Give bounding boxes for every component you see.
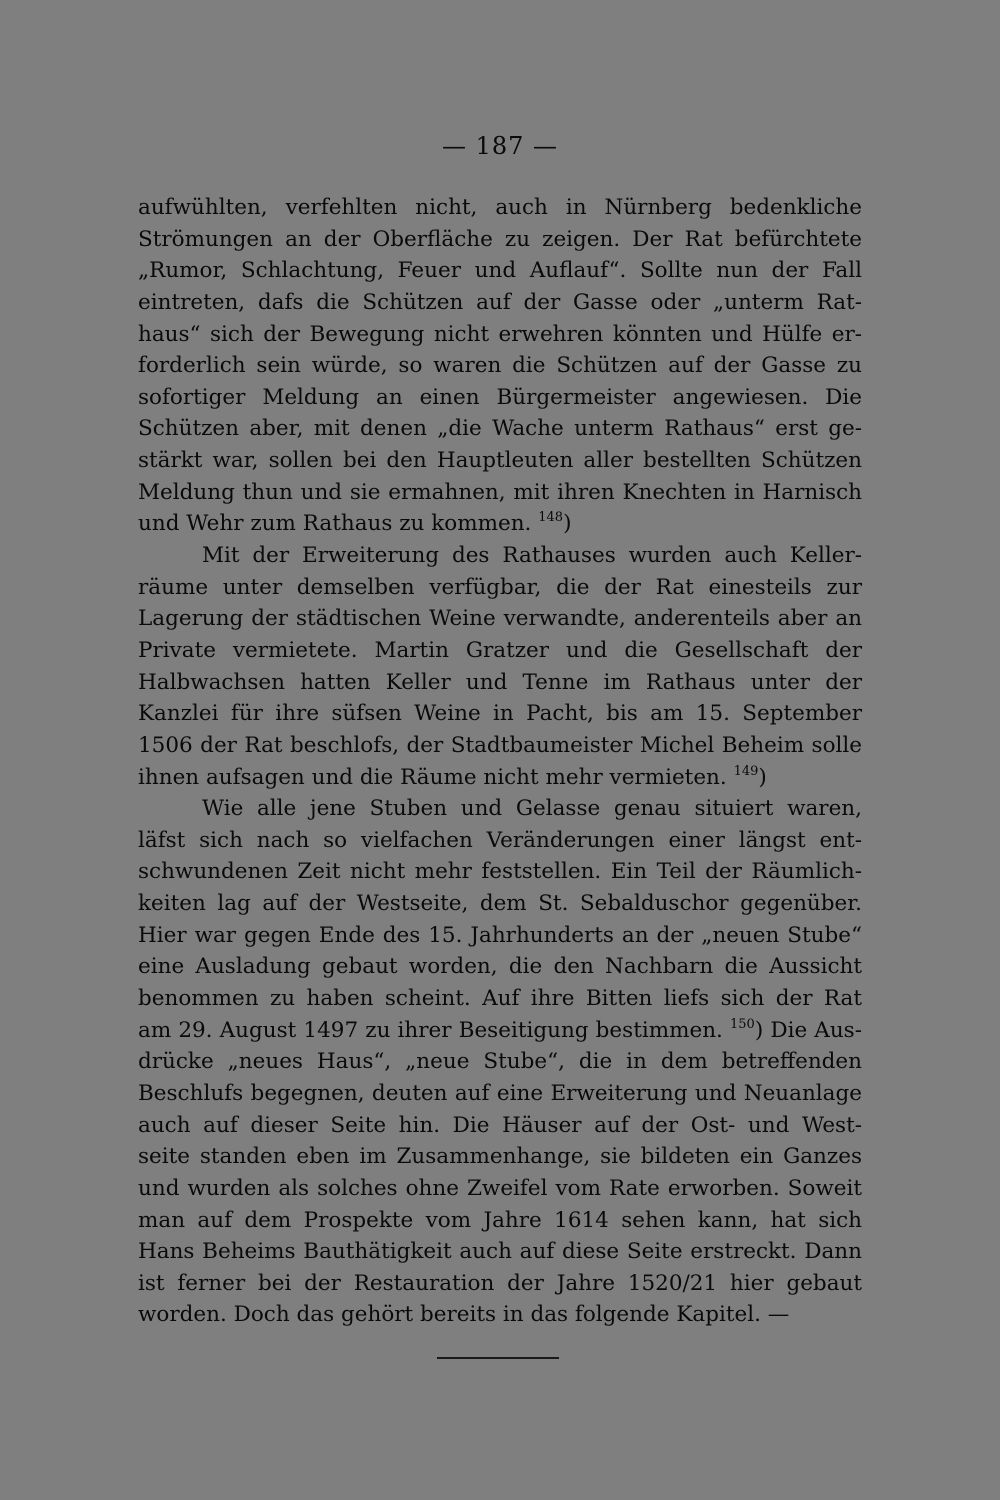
text-line — [138, 1173, 862, 1205]
closing-rule — [437, 1357, 559, 1359]
line-text: Wie alle jene Stuben und Gelasse genau situiert waren, — [202, 796, 862, 822]
line-text-after-footnote: ) — [758, 764, 767, 790]
body-text — [138, 192, 862, 1331]
line-text: benommen zu haben scheint. Auf ihre Bitten liefs sich der Rat — [138, 986, 862, 1012]
line-text: drücke „neues Haus“, „neue Stube“, die in dem betreffenden — [138, 1049, 862, 1075]
line-text: eintreten, dafs die Schützen auf der Gasse oder „unterm Rat- — [138, 289, 862, 315]
line-text: Halbwachsen hatten Keller und Tenne im Rathaus unter der — [138, 669, 862, 695]
line-text: sofortiger Meldung an einen Bürgermeister angewiesen. Die — [138, 384, 862, 410]
text-line — [138, 793, 862, 825]
line-text: Mit der Erweiterung des Rathauses wurden auch Keller- — [202, 543, 862, 569]
line-text: worden. Doch das gehört bereits in das folgende Kapitel. — — [138, 1302, 790, 1328]
text-line — [138, 445, 862, 477]
line-text: schwundenen Zeit nicht mehr feststellen. Ein Teil der Räumlich- — [138, 859, 862, 885]
text-line — [138, 762, 862, 794]
footnote-reference: 150 — [730, 1016, 755, 1032]
text-line — [138, 540, 862, 572]
text-line — [138, 1205, 862, 1237]
text-line — [138, 1236, 862, 1268]
text-line — [138, 1299, 862, 1331]
line-text: Meldung thun und sie ermahnen, mit ihren Knechten in Harnisch — [138, 479, 862, 505]
footnote-reference: 148 — [538, 510, 564, 526]
page-number: — 187 — — [441, 132, 559, 160]
footnote-reference: 149 — [733, 763, 759, 779]
line-text: forderlich sein würde, so waren die Schützen auf der Gasse zu — [138, 353, 862, 379]
text-line — [138, 319, 862, 351]
text-line — [138, 1268, 862, 1300]
line-text: eine Ausladung gebaut worden, die den Nachbarn die Aussicht — [138, 954, 862, 980]
text-line — [138, 888, 862, 920]
line-text: Strömungen an der Oberfläche zu zeigen. Der Rat befürchtete — [138, 226, 862, 252]
line-text: Hans Beheims Bauthätigkeit auch auf diese Seite erstreckt. Dann — [138, 1239, 862, 1265]
text-line — [138, 667, 862, 699]
text-line — [138, 1110, 862, 1142]
text-line — [138, 1015, 862, 1047]
line-text: aufwühlten, verfehlten nicht, auch in Nürnberg bedenkliche — [138, 195, 862, 220]
text-line — [138, 382, 862, 414]
text-line — [138, 1078, 862, 1110]
text-line — [138, 413, 862, 445]
line-text: ist ferner bei der Restauration der Jahre 1520/21 hier gebaut — [138, 1270, 862, 1296]
line-text: stärkt war, sollen bei den Hauptleuten aller bestellten Schützen — [138, 448, 862, 474]
line-text: „Rumor, Schlachtung, Feuer und Auflauf“. Sollte nun der Fall — [138, 258, 862, 284]
line-text: ihnen aufsagen und die Räume nicht mehr vermieten. — [138, 764, 727, 790]
text-line — [138, 1046, 862, 1078]
line-text: Lagerung der städtischen Weine verwandte, anderenteils aber an — [138, 606, 862, 632]
line-text: Schützen aber, mit denen „die Wache unterm Rathaus“ erst ge- — [138, 416, 862, 442]
text-line — [138, 508, 862, 540]
text-line — [138, 477, 862, 509]
line-text: Kanzlei für ihre süfsen Weine in Pacht, bis am 15. September — [138, 701, 862, 727]
text-line — [138, 856, 862, 888]
line-text: 1506 der Rat beschlofs, der Stadtbaumeister Michel Beheim solle — [138, 732, 862, 758]
text-line — [138, 224, 862, 256]
text-line — [138, 350, 862, 382]
line-text: Beschlufs begegnen, deuten auf eine Erweiterung und Neuanlage — [138, 1080, 862, 1106]
line-text: und wurden als solches ohne Zweifel vom Rate erworben. Soweit — [138, 1175, 862, 1201]
line-text: läfst sich nach so vielfachen Veränderungen einer längst ent- — [138, 827, 862, 853]
text-line — [138, 287, 862, 319]
text-line — [138, 1141, 862, 1173]
line-text: räume unter demselben verfügbar, die der Rat einesteils zur — [138, 574, 862, 600]
text-line — [138, 825, 862, 857]
text-line — [138, 635, 862, 667]
text-line — [138, 698, 862, 730]
text-line — [138, 572, 862, 604]
text-line — [138, 983, 862, 1015]
line-text: Private vermietete. Martin Gratzer und die Gesellschaft der — [138, 637, 862, 663]
line-text: Hier war gegen Ende des 15. Jahrhunderts an der „neuen Stube“ — [138, 922, 862, 948]
line-text-after-footnote: ) — [563, 511, 572, 537]
line-text: man auf dem Prospekte vom Jahre 1614 sehen kann, hat sich — [138, 1207, 862, 1233]
line-text: auch auf dieser Seite hin. Die Häuser auf der Ost- und West- — [138, 1112, 862, 1138]
line-text: am 29. August 1497 zu ihrer Beseitigung bestimmen. — [138, 1017, 723, 1043]
line-text: keiten lag auf der Westseite, dem St. Sebalduschor gegenüber. — [138, 891, 862, 917]
text-line — [138, 255, 862, 287]
text-line — [138, 603, 862, 635]
line-text: haus“ sich der Bewegung nicht erwehren könnten und Hülfe er- — [138, 321, 862, 347]
line-text-after-footnote: ) Die Aus- — [754, 1017, 862, 1043]
text-line — [138, 951, 862, 983]
line-text: und Wehr zum Rathaus zu kommen. — [138, 511, 532, 537]
text-line — [138, 920, 862, 952]
text-line — [138, 192, 862, 224]
line-text: seite standen eben im Zusammenhange, sie bildeten ein Ganzes — [138, 1144, 862, 1170]
text-line — [138, 730, 862, 762]
